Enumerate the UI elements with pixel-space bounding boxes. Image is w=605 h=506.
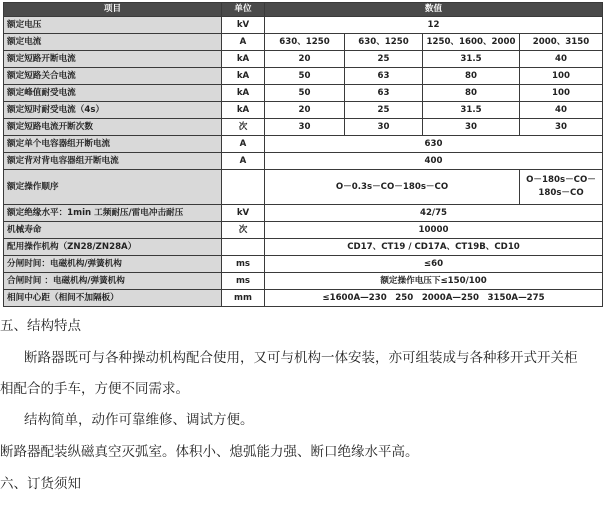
- row-item: 额定电流: [4, 34, 222, 51]
- table-row: [4, 290, 603, 307]
- row-item: 相间中心距（相间不加隔板）: [4, 290, 222, 307]
- table-row: [4, 153, 603, 170]
- row-value: 30: [520, 119, 603, 136]
- row-value: 25: [345, 102, 423, 119]
- table-row: [4, 102, 603, 119]
- row-value: 12: [265, 17, 603, 34]
- row-value: 80: [423, 85, 520, 102]
- paragraph-line: 断路器既可与各种操动机构配合使用，又可与机构一体安装，亦可组装成与各种移开式开关柜: [24, 350, 578, 366]
- row-value: 20: [265, 51, 345, 68]
- row-value: CD17、CT19 / CD17A、CT19B、CD10: [265, 239, 603, 256]
- row-value: 80: [423, 68, 520, 85]
- row-value: 50: [265, 68, 345, 85]
- row-value: ≤1600A—230 250 2000A—250 3150A—275: [265, 290, 603, 307]
- table-row: [4, 222, 603, 239]
- row-value: 50: [265, 85, 345, 102]
- row-unit: A: [222, 153, 265, 170]
- row-value: 30: [423, 119, 520, 136]
- row-item: 额定背对背电容器组开断电流: [4, 153, 222, 170]
- row-unit: 次: [222, 222, 265, 239]
- row-value: 25: [345, 51, 423, 68]
- row-unit: [222, 170, 265, 205]
- row-item: 配用操作机构（ZN28/ZN28A）: [4, 239, 222, 256]
- row-value: 2000、3150: [520, 34, 603, 51]
- table-row: [4, 170, 603, 205]
- row-item: 额定短路开断电流: [4, 51, 222, 68]
- row-value: 100: [520, 68, 603, 85]
- table-row: [4, 34, 603, 51]
- row-value: O－180s－CO－180s－CO: [520, 170, 603, 205]
- row-value: 1250、1600、2000: [423, 34, 520, 51]
- table-row: [4, 239, 603, 256]
- row-value: 30: [265, 119, 345, 136]
- row-value: 63: [345, 68, 423, 85]
- row-value: 63: [345, 85, 423, 102]
- table-row: [4, 256, 603, 273]
- section-heading-structure: 五、结构特点: [0, 318, 81, 334]
- table-row: [4, 68, 603, 85]
- row-item: 额定操作顺序: [4, 170, 222, 205]
- row-value: 额定操作电压下≤150/100: [265, 273, 603, 290]
- row-value: 42/75: [265, 205, 603, 222]
- row-item: 额定短时耐受电流（4s）: [4, 102, 222, 119]
- row-value: O－0.3s－CO－180s－CO: [265, 170, 520, 205]
- row-unit: mm: [222, 290, 265, 307]
- row-item: 合闸时间 ：电磁机构/弹簧机构: [4, 273, 222, 290]
- table-row: [4, 85, 603, 102]
- row-value: 40: [520, 102, 603, 119]
- table-row: [4, 51, 603, 68]
- header-item: 项目: [4, 3, 222, 17]
- row-item: 额定短路关合电流: [4, 68, 222, 85]
- row-item: 额定短路电流开断次数: [4, 119, 222, 136]
- row-unit: A: [222, 34, 265, 51]
- row-unit: [222, 239, 265, 256]
- row-value: 630、1250: [345, 34, 423, 51]
- row-item: 分闸时间：电磁机构/弹簧机构: [4, 256, 222, 273]
- row-unit: 次: [222, 119, 265, 136]
- row-value: 630: [265, 136, 603, 153]
- paragraph: 断路器配装纵磁真空灭弧室。体积小、熄弧能力强、断口绝缘水平高。: [0, 444, 419, 460]
- row-value: ≤60: [265, 256, 603, 273]
- row-value: 10000: [265, 222, 603, 239]
- row-value: 30: [345, 119, 423, 136]
- row-unit: ms: [222, 256, 265, 273]
- table-row: [4, 136, 603, 153]
- row-value: 400: [265, 153, 603, 170]
- paragraph-line: 相配合的手车，方便不同需求。: [0, 381, 189, 397]
- section-heading-ordering: 六、订货须知: [0, 476, 81, 492]
- table-row: [4, 17, 603, 34]
- row-unit: A: [222, 136, 265, 153]
- header-value: 数值: [265, 3, 603, 17]
- row-value: 20: [265, 102, 345, 119]
- table-row: [4, 273, 603, 290]
- row-item: 额定单个电容器组开断电流: [4, 136, 222, 153]
- row-item: 额定绝缘水平：1min 工频耐压/雷电冲击耐压: [4, 205, 222, 222]
- row-item: 额定峰值耐受电流: [4, 85, 222, 102]
- row-value: 40: [520, 51, 603, 68]
- row-unit: kV: [222, 17, 265, 34]
- table-header-row: [4, 3, 603, 17]
- row-unit: kA: [222, 51, 265, 68]
- row-unit: kA: [222, 102, 265, 119]
- row-unit: kV: [222, 205, 265, 222]
- header-unit: 单位: [222, 3, 265, 17]
- paragraph: 结构简单，动作可靠维修、调试方便。: [24, 412, 254, 428]
- row-value: 100: [520, 85, 603, 102]
- row-unit: kA: [222, 85, 265, 102]
- row-unit: ms: [222, 273, 265, 290]
- row-value: 31.5: [423, 102, 520, 119]
- row-unit: kA: [222, 68, 265, 85]
- row-item: 机械寿命: [4, 222, 222, 239]
- spec-table: [3, 2, 603, 307]
- row-item: 额定电压: [4, 17, 222, 34]
- row-value: 630、1250: [265, 34, 345, 51]
- row-value: 31.5: [423, 51, 520, 68]
- table-row: [4, 119, 603, 136]
- table-row: [4, 205, 603, 222]
